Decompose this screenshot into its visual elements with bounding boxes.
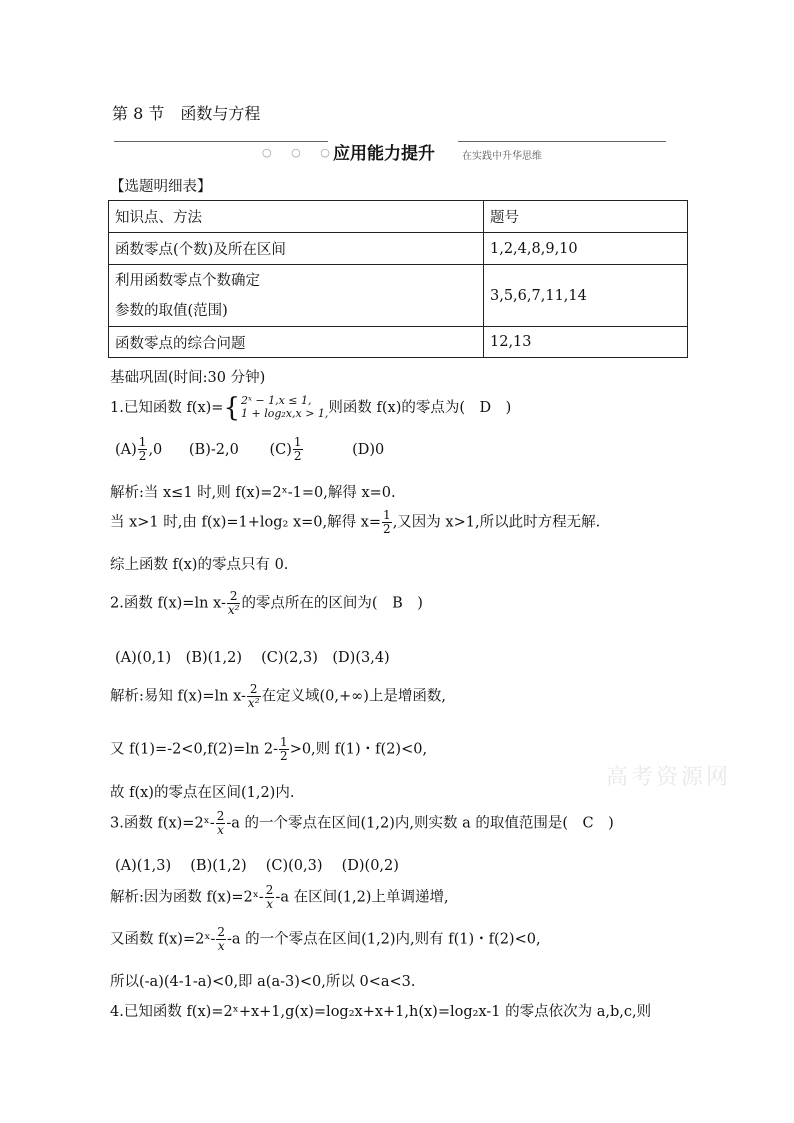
q1-option-c [269,435,303,464]
fraction-den: x² [227,603,240,618]
q2-solution-1 [110,683,446,710]
fraction-num: 1 [280,735,288,749]
q2-options: (A)(0,1) (B)(1,2) (C)(2,3) (D)(3,4) [115,650,390,666]
q1-option-c-label: (C) [269,441,292,458]
table-cell-nums: 1,2,4,8,9,10 [484,233,688,265]
q1-option-a [115,435,163,464]
fraction-num: 1 [293,435,302,449]
fraction [216,926,226,953]
q3-solution-2 [110,926,541,953]
q2-solution-2-pre: 又 f(1)=-2<0,f(2)=ln 2- [110,741,279,758]
fraction-den: x [217,823,224,838]
watermark: 高考资源网 [606,765,732,790]
q3-solution-1-post: -a 在区间(1,2)上单调递增, [275,889,449,906]
topic-table [108,200,688,358]
fraction-den: 2 [280,749,288,764]
q2-solution-2 [110,736,427,763]
fraction [247,683,261,710]
q1-solution-2 [110,509,600,536]
q1-option-d: (D)0 [352,441,385,458]
fraction-num: 1 [383,508,391,522]
table-cell-topic-line: 参数的取值(范围) [115,302,228,319]
table-row [109,327,688,358]
q2-stem-post: 的零点所在的区间为( B ) [241,595,423,612]
brace-icon: { [223,393,240,423]
table-cell-topic-line: 利用函数零点个数确定 [115,272,260,289]
q1-solution-2-post: ,又因为 x>1,所以此时方程无解. [392,514,601,531]
banner-rule-left [114,141,328,142]
table-cell-nums: 12,13 [484,327,688,358]
section-basic: 基础巩固(时间:30 分钟) [110,370,266,386]
q3-solution-1 [110,884,449,911]
q1-option-a-label: (A) [115,441,137,458]
fraction-den: 2 [138,449,147,464]
q1-solution-2-pre: 当 x>1 时,由 f(x)=1+log₂ x=0,解得 x= [110,514,382,531]
fraction-num: 2 [247,683,261,697]
q2-solution-1-post: 在定义域(0,+∞)上是增函数, [261,688,446,705]
table-label: 【选题明细表】 [110,179,212,195]
banner-title: 应用能力提升 [333,144,435,164]
fraction-den: 2 [293,449,302,464]
q1-option-b: (B)-2,0 [188,441,239,458]
q3-stem [110,810,614,837]
fraction-num: 2 [227,590,241,604]
fraction [279,736,289,763]
fraction-den: x [217,939,225,954]
fraction-den: x [266,897,273,912]
fraction-num: 2 [217,925,226,939]
banner-dots-icon: ○ ○ ○ [262,146,338,159]
table-row [109,233,688,265]
fraction [216,810,226,837]
page-title: 第 8 节 函数与方程 [112,104,261,123]
q2-stem-pre: 2.函数 f(x)=ln x- [110,595,226,612]
q3-solution-1-pre: 解析:因为函数 f(x)=2ˣ- [110,889,264,906]
banner-subtitle: 在实践中升华思维 [462,151,542,162]
q1-options [115,436,384,463]
q1-solution-1: 解析:当 x≤1 时,则 f(x)=2ˣ-1=0,解得 x=0. [110,485,396,501]
fraction [227,590,241,617]
table-cell-topic: 函数零点(个数)及所在区间 [109,233,484,265]
table-header-nums: 题号 [484,201,688,233]
table-cell-topic: 函数零点的综合问题 [109,327,484,358]
q3-stem-pre: 3.函数 f(x)=2ˣ- [110,815,215,832]
fraction-den: 2 [383,522,391,537]
q3-solution-3: 所以(-a)(4-1-a)<0,即 a(a-3)<0,所以 0<a<3. [110,974,416,990]
table-row [109,265,688,327]
banner-rule-right [458,141,666,142]
q3-solution-2-pre: 又函数 f(x)=2ˣ- [110,931,216,948]
fraction [138,436,148,463]
fraction-num: 2 [216,809,225,823]
q2-solution-3: 故 f(x)的零点在区间(1,2)内. [110,785,295,801]
q1-stem-pre: 1.已知函数 f(x)= [110,400,224,416]
q2-stem [110,590,423,617]
fraction [265,884,275,911]
q1-piecewise [241,395,328,420]
q1-solution-3: 综上函数 f(x)的零点只有 0. [110,557,289,573]
q1-piece-2: 1 + log₂x,x > 1, [241,407,329,420]
q3-options: (A)(1,3) (B)(1,2) (C)(0,3) (D)(0,2) [115,858,399,874]
q1-stem [110,393,511,423]
q1-stem-post: 则函数 f(x)的零点为( D ) [328,400,512,416]
fraction [382,509,392,536]
fraction-den: x² [247,696,260,711]
q2-solution-1-pre: 解析:易知 f(x)=ln x- [110,688,246,705]
table-header-row [109,201,688,233]
q2-solution-2-post: >0,则 f(1)・f(2)<0, [289,741,428,758]
table-header-topic: 知识点、方法 [109,201,484,233]
fraction-num: 2 [265,883,274,897]
q3-stem-post: -a 的一个零点在区间(1,2)内,则实数 a 的取值范围是( C ) [226,815,614,832]
q3-solution-2-post: -a 的一个零点在区间(1,2)内,则有 f(1)・f(2)<0, [227,931,541,948]
table-cell-topic [109,265,484,327]
q4-stem: 4.已知函数 f(x)=2ˣ+x+1,g(x)=log₂x+x+1,h(x)=log₂x-1 的零点依次为 a,b,c,则 [110,1004,652,1020]
fraction [293,436,303,463]
fraction-num: 1 [138,435,147,449]
table-cell-nums: 3,5,6,7,11,14 [484,265,688,327]
q1-piece-1: 2ˣ − 1,x ≤ 1, [241,394,312,408]
q1-option-a-tail: ,0 [148,441,163,458]
